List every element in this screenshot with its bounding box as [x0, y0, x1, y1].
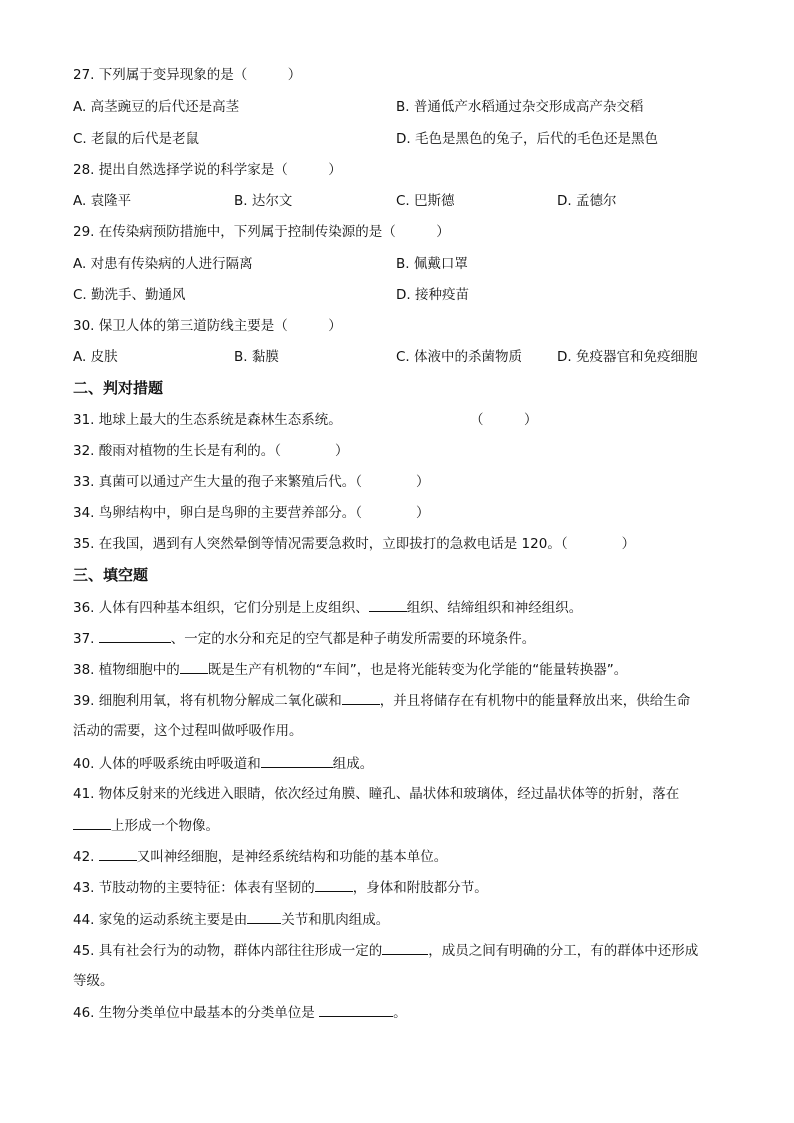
- question-29-option-c: C. 勤洗手、勤通风: [73, 287, 186, 303]
- answer-blank[interactable]: [99, 628, 171, 643]
- question-38: [73, 659, 627, 679]
- question-42-post: 又叫神经细胞，是神经系统结构和功能的基本单位。: [136, 849, 448, 865]
- question-30-option-a: A. 皮肤: [73, 349, 118, 365]
- question-41-post: 上形成一个物像。: [111, 818, 219, 834]
- question-40: [73, 753, 373, 773]
- question-29-stem: 29. 在传染病预防措施中，下列属于控制传染源的是（ ）: [73, 224, 450, 240]
- answer-blank[interactable]: [315, 877, 353, 892]
- question-42-pre: 42.: [73, 849, 99, 865]
- question-37: [73, 628, 535, 648]
- question-27-option-a: A. 高茎豌豆的后代还是高茎: [73, 99, 240, 115]
- question-31: [73, 410, 342, 430]
- question-44-post: 关节和肌肉组成。: [281, 912, 390, 928]
- question-30-option-c: C. 体液中的杀菌物质: [396, 349, 523, 365]
- question-28-option-c: C. 巴斯德: [396, 193, 455, 209]
- question-32: [73, 441, 349, 461]
- question-46-pre: 46. 生物分类单位中最基本的分类单位是: [73, 1005, 320, 1021]
- question-37-post: 、一定的水分和充足的空气都是种子萌发所需要的环境条件。: [170, 631, 536, 647]
- question-38-post: 既是生产有机物的“车间”，也是将光能转变为化学能的“能量转换器”。: [207, 662, 628, 678]
- question-43-pre: 43. 节肢动物的主要特征：体表有坚韧的: [73, 880, 315, 896]
- question-33-answer-paren: （ ）: [355, 474, 430, 490]
- answer-blank[interactable]: [73, 815, 111, 830]
- question-44-pre: 44. 家兔的运动系统主要是由: [73, 912, 248, 928]
- question-34: [73, 503, 430, 523]
- question-34-answer-paren: （ ）: [355, 505, 430, 521]
- question-28-stem: 28. 提出自然选择学说的科学家是（ ）: [73, 162, 342, 178]
- question-36: [73, 597, 582, 617]
- question-43-post: ，身体和附肢都分节。: [352, 880, 488, 896]
- answer-blank[interactable]: [319, 1002, 393, 1017]
- question-38-pre: 38. 植物细胞中的: [73, 662, 180, 678]
- question-28-option-b: B. 达尔文: [234, 193, 293, 209]
- question-27-option-c: C. 老鼠的后代是老鼠: [73, 131, 200, 147]
- question-45-line-1: [73, 940, 698, 960]
- question-31-text: 31. 地球上最大的生态系统是森林生态系统。: [73, 412, 342, 428]
- section-heading-true-false: 二、判对措题: [73, 379, 164, 397]
- question-45-post: ，成员之间有明确的分工，有的群体中还形成: [428, 943, 699, 959]
- question-40-post: 组成。: [332, 756, 374, 772]
- answer-blank[interactable]: [342, 690, 380, 705]
- answer-blank[interactable]: [99, 846, 137, 861]
- answer-blank[interactable]: [261, 753, 333, 768]
- question-40-pre: 40. 人体的呼吸系统由呼吸道和: [73, 756, 261, 772]
- question-29-option-b: B. 佩戴口罩: [396, 256, 468, 272]
- answer-blank[interactable]: [247, 909, 281, 924]
- question-45-line-2: 等级。: [73, 973, 114, 989]
- question-45-pre: 45. 具有社会行为的动物，群体内部往往形成一定的: [73, 943, 383, 959]
- section-heading-fill-blank: 三、填空题: [73, 566, 149, 584]
- question-43: [73, 877, 488, 897]
- question-39-pre: 39. 细胞利用氧，将有机物分解成二氧化碳和: [73, 693, 342, 709]
- question-36-post: 组织、结缔组织和神经组织。: [406, 600, 583, 616]
- question-35: [73, 534, 635, 554]
- question-39-line-1: [73, 690, 690, 710]
- question-34-text: 34. 鸟卵结构中，卵白是鸟卵的主要营养部分。: [73, 505, 356, 521]
- answer-blank[interactable]: [369, 597, 407, 612]
- question-31-answer-paren: （ ）: [470, 412, 538, 428]
- question-46: [73, 1002, 407, 1022]
- question-32-answer-paren: （ ）: [274, 443, 349, 459]
- question-35-text: 35. 在我国，遇到有人突然晕倒等情况需要急救时，立即拔打的急救电话是 120。: [73, 536, 561, 552]
- question-39-line-2: 活动的需要，这个过程叫做呼吸作用。: [73, 723, 303, 739]
- question-30-option-d: D. 免疫器官和免疫细胞: [557, 349, 698, 365]
- answer-blank[interactable]: [382, 940, 428, 955]
- question-41-line-1: 41. 物体反射来的光线进入眼睛，依次经过角膜、瞳孔、晶状体和玻璃体，经过晶状体等的折射，落在: [73, 786, 680, 802]
- question-27-stem: 27. 下列属于变异现象的是（ ）: [73, 67, 302, 83]
- question-28-option-a: A. 袁隆平: [73, 193, 132, 209]
- question-29-option-a: A. 对患有传染病的人进行隔离: [73, 256, 253, 272]
- question-33: [73, 472, 430, 492]
- question-39-post: ，并且将储存在有机物中的能量释放出来，供给生命: [379, 693, 691, 709]
- answer-blank[interactable]: [180, 659, 208, 674]
- question-30-option-b: B. 黏膜: [234, 349, 279, 365]
- question-27-option-d: D. 毛色是黑色的兔子，后代的毛色还是黑色: [396, 131, 658, 147]
- question-41-line-2: [73, 815, 219, 835]
- question-44: [73, 909, 389, 929]
- question-27-option-b: B. 普通低产水稻通过杂交形成高产杂交稻: [396, 99, 644, 115]
- question-28-option-d: D. 孟德尔: [557, 193, 617, 209]
- question-33-text: 33. 真菌可以通过产生大量的孢子来繁殖后代。: [73, 474, 356, 490]
- question-36-pre: 36. 人体有四种基本组织，它们分别是上皮组织、: [73, 600, 369, 616]
- question-35-answer-paren: （ ）: [560, 536, 636, 552]
- question-46-post: 。: [393, 1005, 407, 1021]
- question-42: [73, 846, 447, 866]
- question-37-pre: 37.: [73, 631, 99, 647]
- question-29-option-d: D. 接种疫苗: [396, 287, 469, 303]
- question-32-text: 32. 酸雨对植物的生长是有利的。: [73, 443, 275, 459]
- question-30-stem: 30. 保卫人体的第三道防线主要是（ ）: [73, 318, 342, 334]
